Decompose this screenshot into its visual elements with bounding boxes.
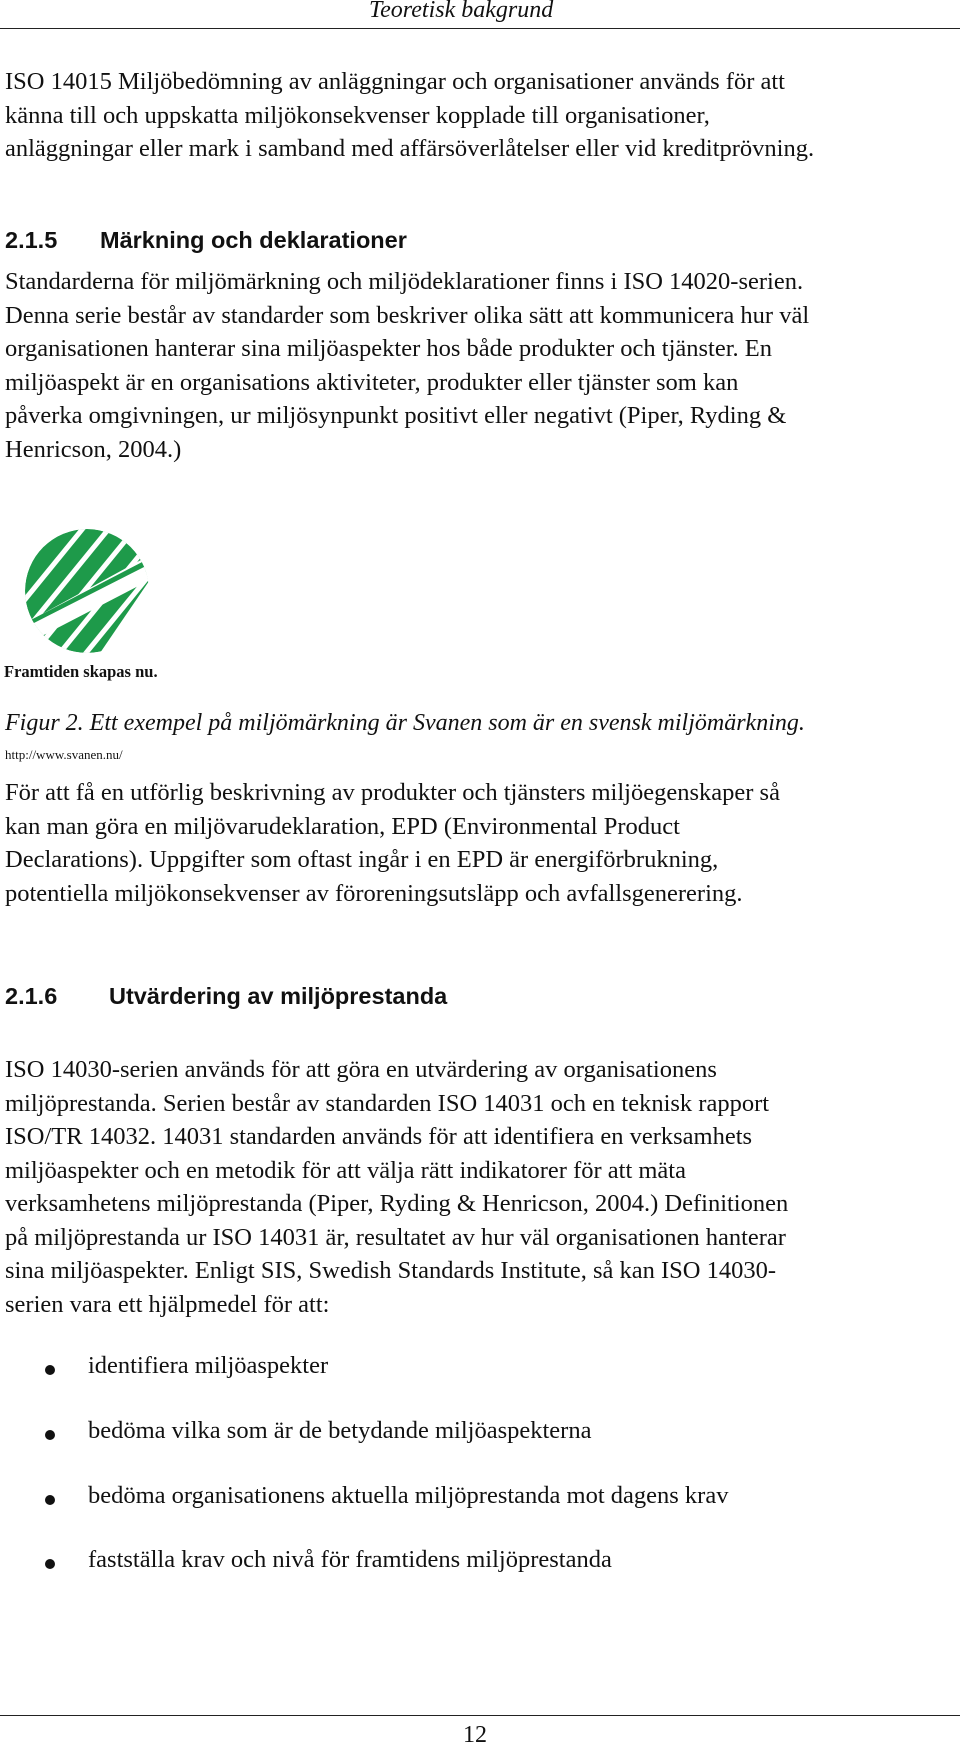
bullet-icon	[45, 1430, 55, 1440]
running-title: Teoretisk bakgrund	[369, 0, 554, 23]
section-title: Utvärdering av miljöprestanda	[109, 983, 448, 1009]
section-heading-2-1-6	[5, 983, 447, 1010]
section-title: Märkning och deklarationer	[100, 227, 407, 253]
text-line: ISO/TR 14032. 14031 standarden används för att identifiera en verksamhets	[5, 1123, 753, 1150]
text-line: Declarations). Uppgifter som oftast ingår i en EPD är energiförbrukning,	[5, 846, 719, 873]
text-line: ISO 14015 Miljöbedömning av anläggningar och organisationer används för att	[5, 68, 785, 95]
performance-paragraph	[5, 1053, 950, 1321]
text-line: anläggningar eller mark i samband med affärsöverlåtelser eller vid kreditprövning.	[5, 135, 815, 162]
epd-paragraph	[5, 776, 950, 910]
text-line: organisationen hanterar sina miljöaspekter hos både produkter och tjänster. En	[5, 335, 772, 362]
bullet-icon	[45, 1365, 55, 1375]
swan-ecolabel-logo	[0, 525, 180, 685]
list-item-text: identifiera miljöaspekter	[88, 1352, 329, 1379]
section-heading-2-1-5	[5, 227, 407, 254]
text-line: Henricson, 2004.)	[5, 435, 182, 463]
section-number: 2.1.5	[5, 227, 58, 253]
text-line: kan man göra en miljövarudeklaration, EPD (Environmental Product	[5, 812, 680, 840]
list-item-text: fastställa krav och nivå för framtidens miljöprestanda	[88, 1546, 612, 1573]
text-line: miljöaspekt är en organisations aktiviteter, produkter eller tjänster som kan	[5, 368, 739, 396]
text-line: miljöprestanda. Serien består av standarden ISO 14031 och en teknisk rapport	[5, 1089, 770, 1117]
text-line: För att få en utförlig beskrivning av produkter och tjänsters miljöegenskaper så	[5, 779, 780, 806]
text-line: sina miljöaspekter. Enligt SIS, Swedish Standards Institute, så kan ISO 14030-	[5, 1257, 777, 1284]
text-line: miljöaspekter och en metodik för att välja rätt indikatorer för att mäta	[5, 1156, 686, 1184]
marking-paragraph	[5, 265, 950, 466]
figure-source-url[interactable]: http://www.svanen.nu/	[5, 747, 123, 762]
bullet-icon	[45, 1495, 55, 1505]
list-item-text: bedöma organisationens aktuella miljöprestanda mot dagens krav	[88, 1482, 729, 1509]
text-line: ISO 14030-serien används för att göra en utvärdering av organisationens	[5, 1056, 717, 1083]
text-line: påverka omgivningen, ur miljösynpunkt positivt eller negativt (Piper, Ryding &	[5, 402, 787, 429]
logo-tagline: Framtiden skapas nu.	[4, 662, 158, 681]
text-line: serien vara ett hjälpmedel för att:	[5, 1290, 330, 1318]
text-line: potentiella miljökonsekvenser av föroreningsutsläpp och avfallsgenerering.	[5, 879, 743, 907]
page-header	[0, 0, 960, 29]
section-number: 2.1.6	[5, 983, 58, 1009]
page-footer	[0, 1715, 960, 1748]
text-line: känna till och uppskatta miljökonsekvenser kopplade till organisationer,	[5, 101, 710, 129]
figure-caption: Figur 2. Ett exempel på miljömärkning är Svanen som är en svensk miljömärkning.	[5, 710, 805, 736]
text-line: Standarderna för miljömärkning och miljödeklarationer finns i ISO 14020-serien.	[5, 268, 804, 295]
swan-logo-icon	[0, 525, 180, 665]
intro-paragraph	[5, 65, 950, 166]
page-number: 12	[463, 1722, 487, 1748]
text-line: verksamhetens miljöprestanda (Piper, Ryding & Henricson, 2004.) Definitionen	[5, 1190, 789, 1217]
bullet-icon	[45, 1559, 55, 1569]
text-line: Denna serie består av standarder som beskriver olika sätt att kommunicera hur väl	[5, 301, 810, 329]
list-item-text: bedöma vilka som är de betydande miljöaspekterna	[88, 1417, 592, 1444]
text-line: på miljöprestanda ur ISO 14031 är, resultatet av hur väl organisationen hanterar	[5, 1223, 786, 1251]
